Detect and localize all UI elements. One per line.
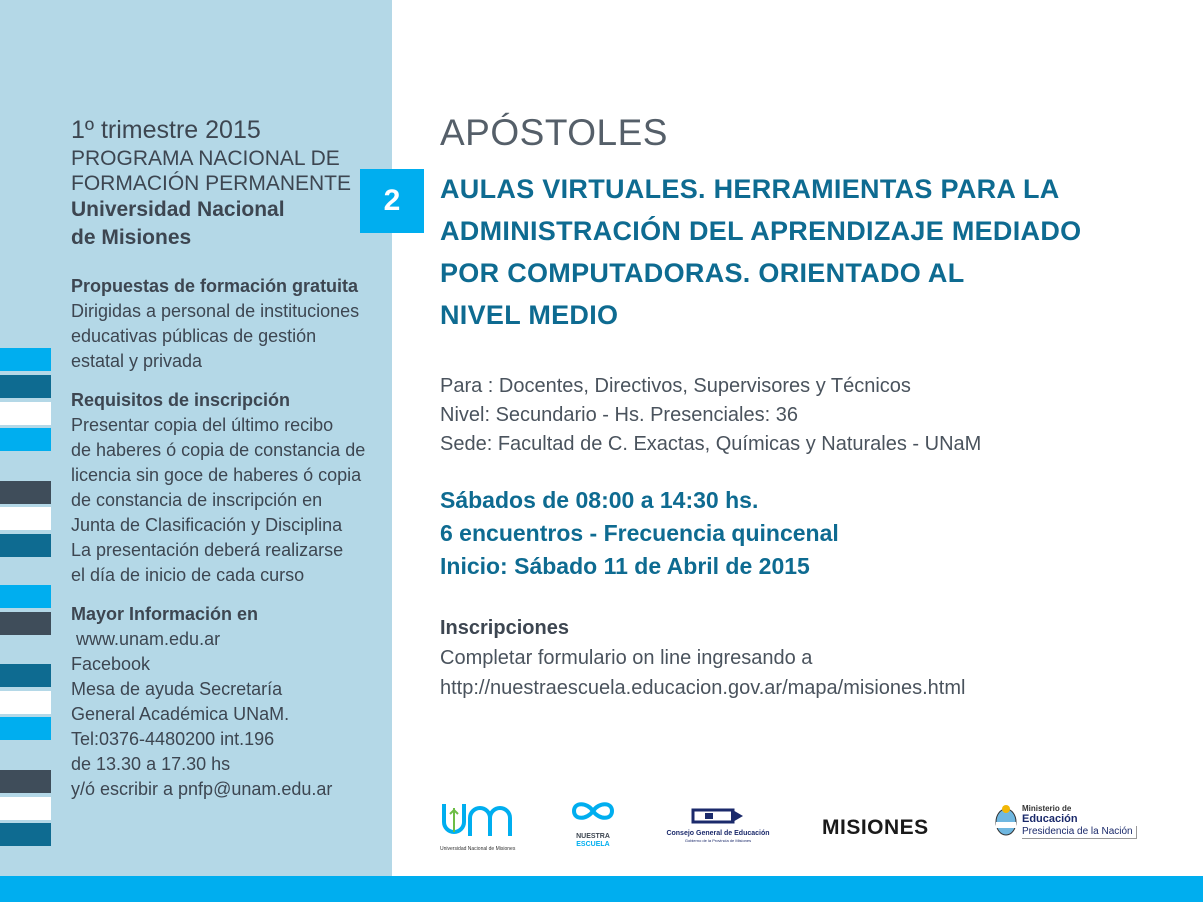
enrollment-heading: Inscripciones [440,617,569,639]
course-title-line: NIVEL MEDIO [440,300,619,330]
misiones-logo: MISIONES [822,816,929,839]
enrollment-url-link[interactable]: http://nuestraescuela.educacion.gov.ar/mapa/misiones.html [440,677,966,699]
level-line: Nivel: Secundario - Hs. Presenciales: 36 [440,404,798,426]
course-details [440,372,1180,459]
university-name-line-2: de Misiones [71,226,192,249]
decorative-stripe [0,664,51,687]
audience-line: Para : Docentes, Directivos, Supervisores y Técnicos [440,375,911,397]
cge-subtitle: Gobierno de la Provincia de Misiones [684,838,752,843]
ministerio-line-2: Educación [1022,813,1078,825]
enrollment-instruction: Completar formulario on line ingresando a [440,647,813,669]
schedule-line: Sábados de 08:00 a 14:30 hs. [440,487,759,513]
sidebar-content [71,114,381,802]
decorative-stripe [0,375,51,398]
decorative-stripe [0,348,51,371]
cge-title: Consejo General de Educación [666,830,770,837]
nuestra-escuela-logo [568,800,618,849]
decorative-stripe [0,507,51,530]
schedule-line: Inicio: Sábado 11 de Abril de 2015 [440,553,810,579]
course-title [440,168,1180,336]
decorative-stripe [0,691,51,714]
phone-line: Tel:0376-4480200 int.196 [71,729,275,749]
cge-mark-icon [691,808,745,824]
requirements-heading: Requisitos de inscripción [71,390,291,410]
program-name-line-2: FORMACIÓN PERMANENTE [71,172,352,195]
requirements-line: de constancia de inscripción en [71,490,323,510]
infinity-icon [570,800,616,822]
national-seal-icon [994,804,1018,838]
course-title-line: POR COMPUTADORAS. ORIENTADO AL [440,258,965,288]
course-number-badge: 2 [360,169,424,233]
cge-logo [662,808,774,843]
sidebar-panel [0,0,392,876]
decorative-stripe [0,823,51,846]
info-line: Mesa de ayuda Secretaría [71,679,283,699]
hours-line: de 13.30 a 17.30 hs [71,754,231,774]
requirements-line: Presentar copia del último recibo [71,415,334,435]
requirements-line: licencia sin goce de haberes ó copia [71,465,362,485]
course-title-line: ADMINISTRACIÓN DEL APRENDIZAJE MEDIADO [440,216,1082,246]
decorative-stripe [0,612,51,635]
footer-bar [0,876,1203,902]
facebook-link[interactable]: Facebook [71,654,151,674]
email-line: y/ó escribir a pnfp@unam.edu.ar [71,779,333,799]
unam-logo [440,800,530,852]
university-name-line-1: Universidad Nacional [71,198,285,221]
nuestra-escuela-line-1: NUESTRA [576,833,610,840]
decorative-stripe [0,428,51,451]
venue-line: Sede: Facultad de C. Exactas, Químicas y Naturales - UNaM [440,433,982,455]
decorative-stripe [0,534,51,557]
requirements-line: de haberes ó copia de constancia de [71,440,366,460]
decorative-stripe [0,402,51,425]
info-heading: Mayor Información en [71,604,259,624]
course-title-line: AULAS VIRTUALES. HERRAMIENTAS PARA LA [440,174,1060,204]
city-heading: APÓSTOLES [440,112,668,153]
website-link[interactable]: www.unam.edu.ar [71,629,221,649]
offer-line: Dirigidas a personal de instituciones [71,301,360,321]
info-section [71,602,381,802]
requirements-section [71,388,381,588]
nuestra-escuela-line-2: ESCUELA [576,841,610,848]
requirements-line: Junta de Clasificación y Disciplina [71,515,343,535]
info-line: General Académica UNaM. [71,704,290,724]
ministerio-line-3: Presidencia de la Nación [1022,826,1137,839]
decorative-stripe [0,770,51,793]
requirements-line: La presentación deberá realizarse [71,540,344,560]
schedule-block [440,484,1180,583]
unam-caption: Universidad Nacional de Misiones [440,846,516,852]
decorative-stripe [0,797,51,820]
course-content [440,110,1180,703]
decorative-stripe [0,717,51,740]
offer-heading: Propuestas de formación gratuita [71,276,359,296]
ministerio-line-1: Ministerio de [1022,804,1072,813]
offer-section [71,274,381,374]
schedule-line: 6 encuentros - Frecuencia quincenal [440,520,839,546]
requirements-line: el día de inicio de cada curso [71,565,305,585]
decorative-stripe [0,481,51,504]
unam-mark-icon [440,800,526,840]
offer-line: educativas públicas de gestión [71,326,317,346]
program-name-line-1: PROGRAMA NACIONAL DE [71,147,340,170]
enrollment-block [440,613,1180,703]
term-label: 1º trimestre 2015 [71,116,261,144]
sponsor-logos [440,800,1140,860]
offer-line: estatal y privada [71,351,203,371]
decorative-stripe [0,585,51,608]
